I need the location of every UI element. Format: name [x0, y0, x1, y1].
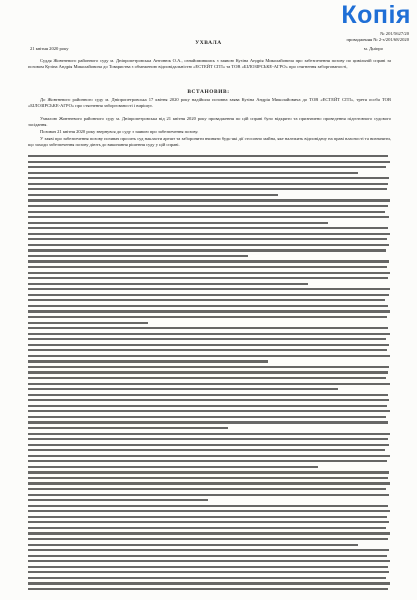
text-line [28, 172, 358, 174]
text-line [28, 582, 390, 584]
text-line [28, 416, 386, 418]
text-line [28, 327, 388, 329]
text-line [28, 410, 390, 412]
text-line [28, 532, 390, 534]
text-line [28, 255, 248, 257]
paragraph-2: Ухвалою Жовтневого районного суду м. Дніпропетровська від 21 квітня 2020 року провадження по цій справі було відкрито та призначено проведення підготовчого судового засідання. [28, 116, 391, 128]
text-line [28, 505, 388, 507]
text-line [28, 216, 389, 218]
date-line [30, 46, 383, 51]
text-line [28, 333, 390, 335]
text-line [28, 211, 385, 213]
text-line [28, 277, 388, 279]
text-line [28, 566, 388, 568]
text-line [28, 521, 389, 523]
text-line [28, 194, 278, 196]
text-line [28, 394, 388, 396]
text-line [28, 222, 328, 224]
text-line [28, 305, 388, 307]
text-line [28, 338, 386, 340]
text-line [28, 477, 388, 479]
text-line [28, 427, 228, 429]
copy-stamp-word: Копія [341, 1, 411, 29]
text-line [28, 355, 390, 357]
text-line [28, 527, 386, 529]
proceeding-number: провадження № 2-з/201/68/2020 [346, 37, 409, 42]
text-line [28, 238, 387, 240]
text-line [28, 494, 389, 496]
text-line [28, 260, 389, 262]
text-line [28, 349, 387, 351]
text-line [28, 544, 358, 546]
text-line [28, 227, 388, 229]
text-line [28, 555, 387, 557]
text-line [28, 199, 390, 201]
text-line [28, 449, 385, 451]
text-line [28, 388, 338, 390]
text-line [28, 161, 390, 163]
text-line [28, 294, 389, 296]
text-line [28, 360, 268, 362]
paragraph-4: У заяві про забезпечення позову позивач просить суд накласти арешт та заборонити вчиняти будь-які дії стосовно майна, яке належить відповідачу на праві власності та визначити, що заходи забезпечення позову діють до виконання рішення суду у цій справі. [28, 136, 391, 148]
text-line [28, 322, 148, 324]
text-line [28, 288, 390, 290]
text-line [28, 438, 388, 440]
text-line [28, 233, 390, 235]
text-line [28, 577, 386, 579]
text-line [28, 188, 387, 190]
text-line [28, 516, 387, 518]
text-line [28, 244, 389, 246]
intro-paragraph: Суддя Жовтневого районного суду м. Дніпропетровська Антонюк О.А., ознайомившись з заявою Кузіна Андрія Миколайовича про забезпечення позову по цивільній справі за позовом Кузіна Андрія Миколайовича до Товариства з обмеженою відповідальністю «ЕСТЕЙТ СІТІ» та ТОВ «БІЛОЗІРСЬКЕ-АГРО» про стягнення заборгованості, [28, 58, 391, 70]
text-line [28, 538, 388, 540]
text-line [28, 177, 389, 179]
text-line [28, 383, 390, 385]
section-title: ВСТАНОВИВ: [187, 89, 230, 95]
text-line [28, 488, 386, 490]
text-line [28, 466, 318, 468]
text-line [28, 272, 390, 274]
text-line [28, 571, 389, 573]
text-line [28, 399, 389, 401]
text-line [28, 588, 388, 590]
text-line [28, 377, 386, 379]
text-line [28, 549, 389, 551]
paragraph-3: Позивач 21 квітня 2020 року звернувся до суду з заявою про забезпечення позову. [40, 129, 199, 134]
text-line [28, 310, 390, 312]
paragraph-1: До Жовтневого районного суду м. Дніпропетровська 17 квітня 2020 року надійшла позовна заява Кузіна Андрія Миколайовича до ТОВ «ЕСТЕЙТ СІТІ», третя особа ТОВ «БІЛОЗІРСЬКЕ-АГРО» про стягнення заборгованості і вирішує. [28, 97, 391, 109]
text-line [28, 560, 390, 562]
text-line [28, 510, 390, 512]
text-line [28, 405, 387, 407]
document-title: УХВАЛА [195, 40, 222, 46]
text-line [28, 499, 208, 501]
text-line [28, 471, 389, 473]
text-line [28, 421, 388, 423]
text-line [28, 166, 386, 168]
text-line [28, 455, 390, 457]
text-line [28, 433, 390, 435]
text-line [28, 283, 308, 285]
text-line [28, 366, 389, 368]
copy-stamp [341, 2, 411, 28]
document-date: 21 квітня 2020 року [30, 46, 69, 51]
case-number: № 201/5627/20 [380, 31, 409, 36]
text-line [28, 460, 387, 462]
text-line [28, 249, 386, 251]
document-city: м. Дніпро [363, 46, 383, 51]
text-line [28, 205, 388, 207]
text-line [28, 155, 388, 157]
text-line [28, 316, 387, 318]
text-line [28, 266, 387, 268]
text-line [28, 371, 388, 373]
text-line [28, 444, 389, 446]
text-line [28, 299, 385, 301]
text-line [28, 482, 390, 484]
text-line [28, 183, 388, 185]
text-line [28, 344, 389, 346]
